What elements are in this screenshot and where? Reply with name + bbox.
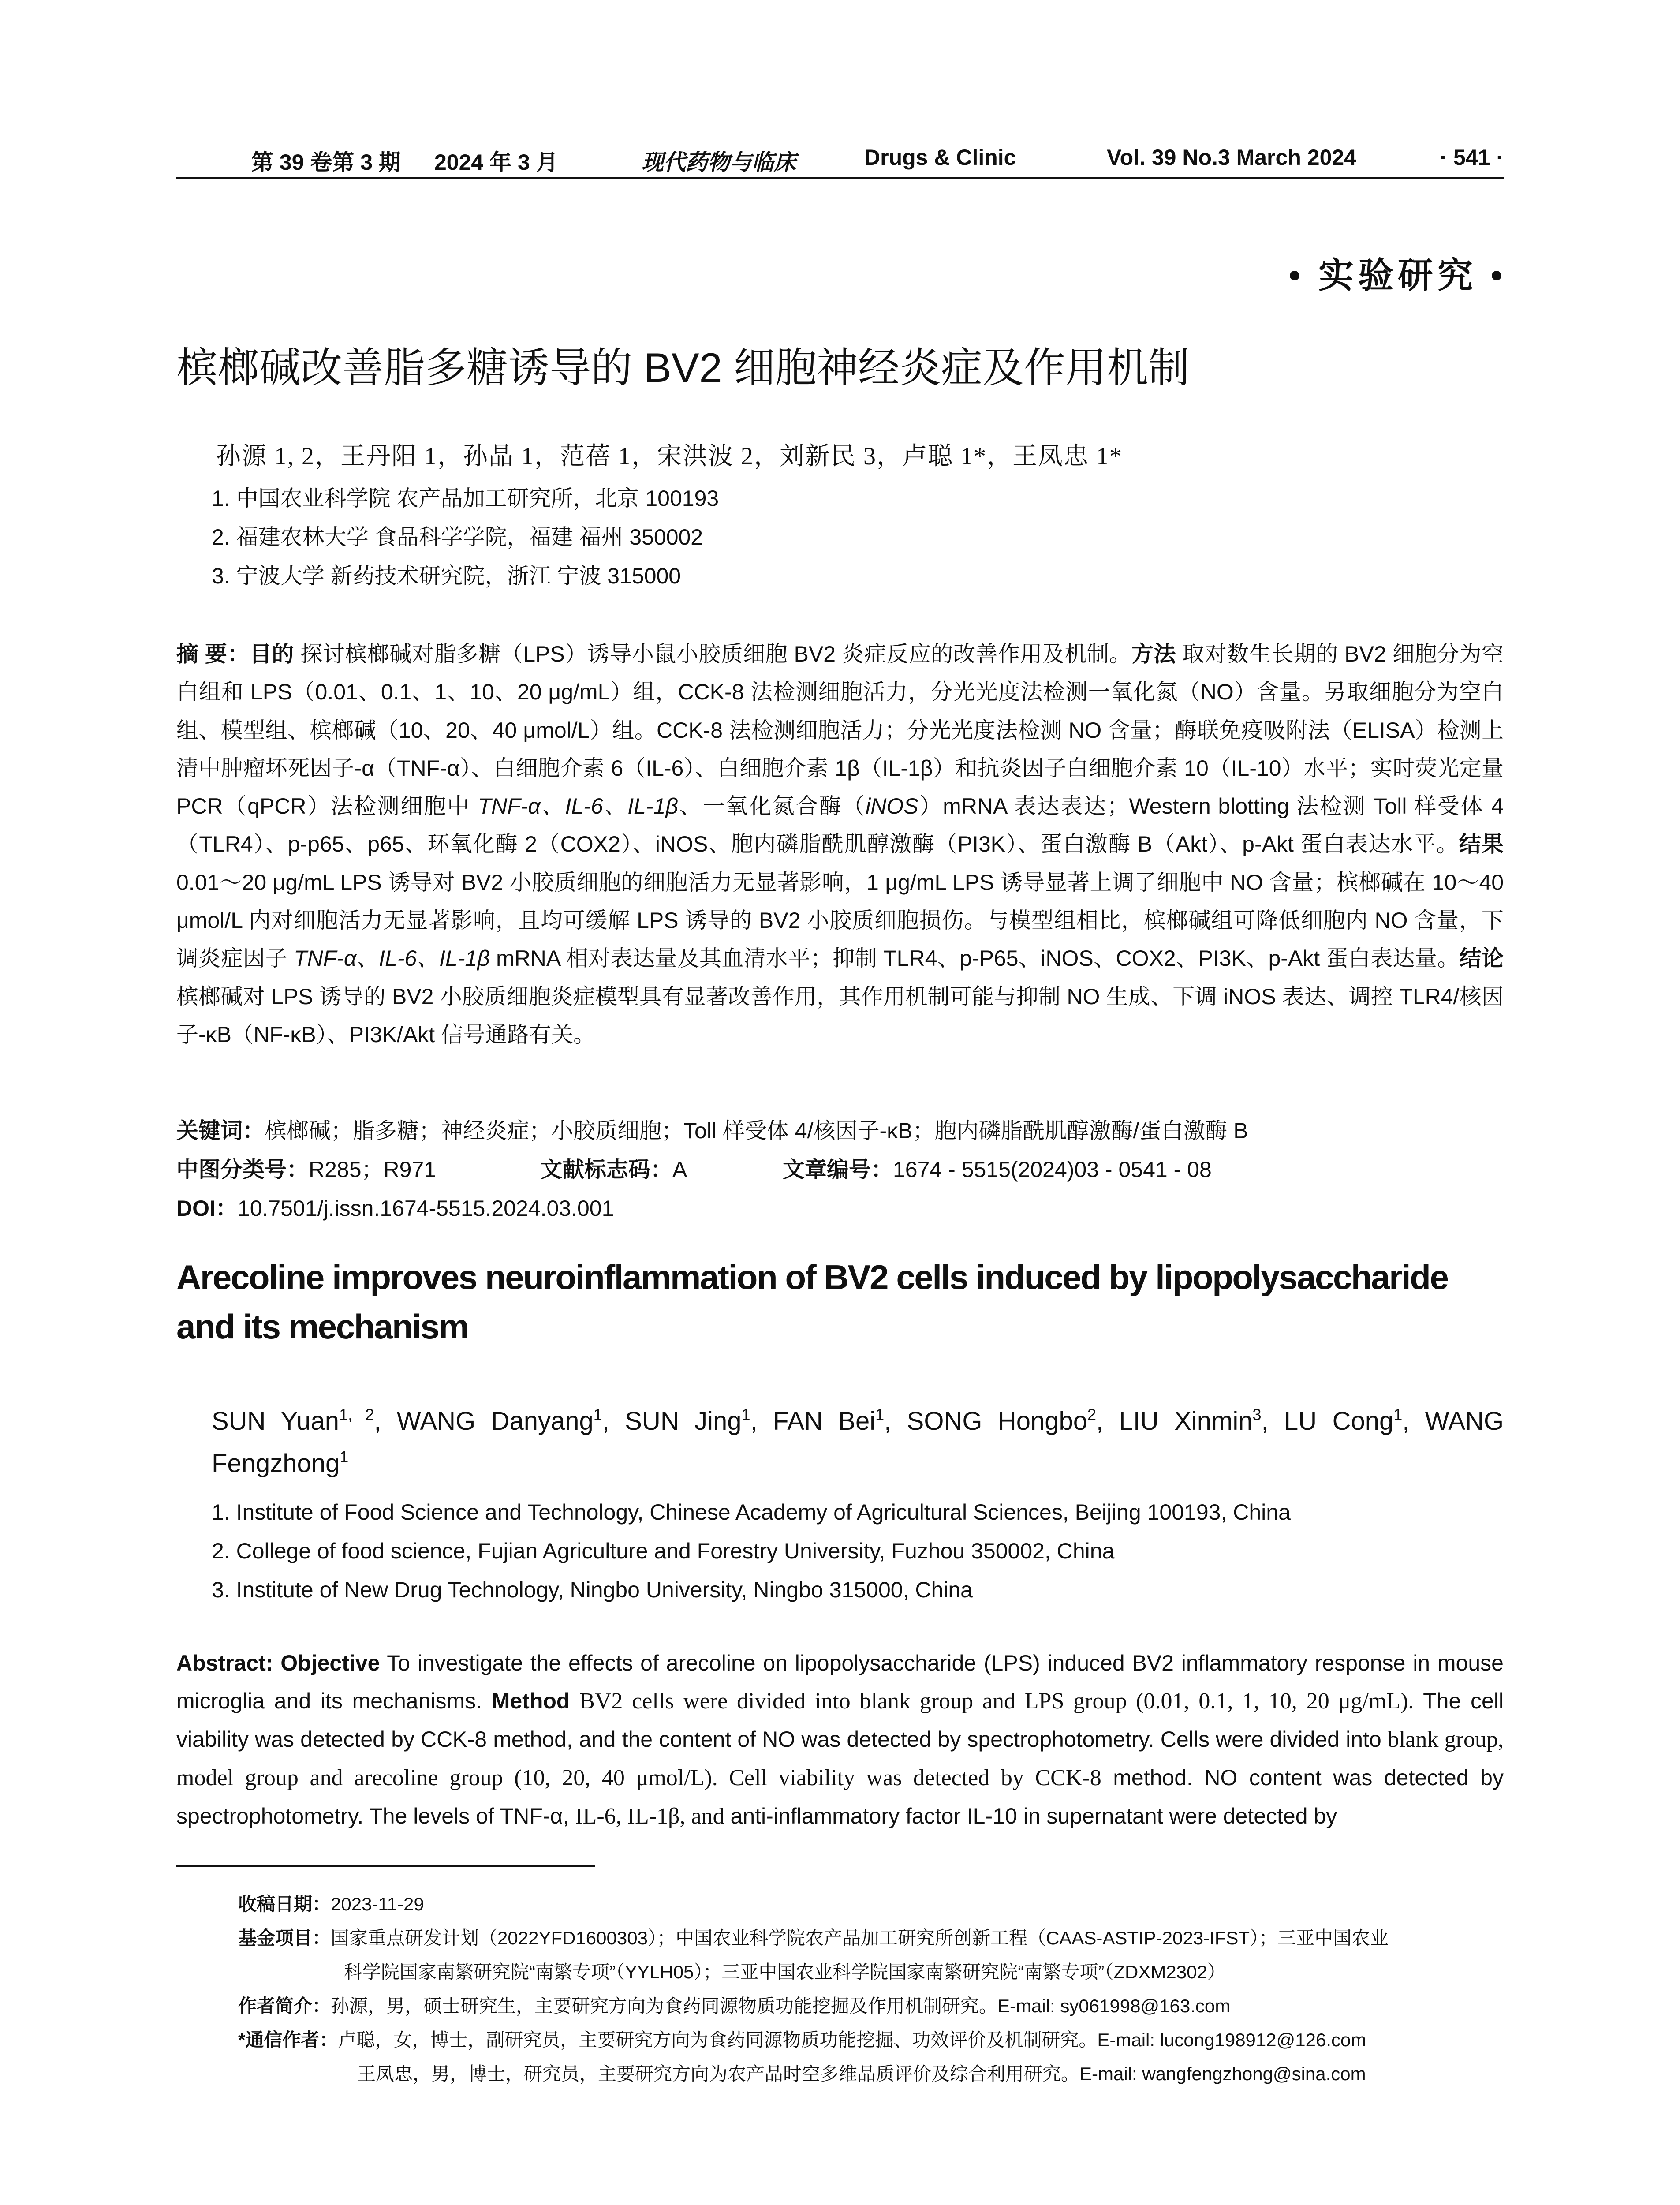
method-en-e: IL-6, IL-1β, and xyxy=(575,1804,724,1829)
result-cn-2: mRNA 相对表达量及其血清水平；抑制 TLR4、p-P65、iNOS、COX2、PI3K、p-Akt 蛋白表达量。 xyxy=(489,946,1460,971)
author-bio-label: 作者简介： xyxy=(238,1996,331,2016)
section-label: • 实验研究 • xyxy=(1288,257,1507,295)
footnote-rule xyxy=(176,1865,595,1867)
fund-text-1: 国家重点研发计划（2022YFD1600303）；中国农业科学院农产品加工研究所创新工程（CAAS-ASTIP-2023-IFST）；三亚中国农业 xyxy=(331,1928,1389,1948)
author-en-1: SUN Yuan$^{1, 2}$, xyxy=(212,1405,397,1435)
method-en-f: anti-inflammatory factor IL-10 in supernatant were detected by xyxy=(730,1804,1337,1828)
page-number: · 541 · xyxy=(1440,145,1504,170)
doc-value: A xyxy=(672,1157,687,1182)
fund-line-1 xyxy=(238,1924,1389,1950)
fund-label: 基金项目： xyxy=(238,1928,331,1948)
clc-value: R285；R971 xyxy=(309,1157,437,1182)
author-en-7: LU Cong$^1$, xyxy=(1284,1405,1425,1435)
title-cn: 槟榔碱改善脂多糖诱导的 BV2 细胞神经炎症及作用机制 xyxy=(176,344,1190,391)
affiliation-en-3: 3. Institute of New Drug Technology, Ningbo University, Ningbo 315000, China xyxy=(212,1577,973,1602)
keywords-cn xyxy=(176,1113,1248,1145)
author-en-2: WANG Danyang$^1$, xyxy=(396,1405,625,1435)
conclusion-cn: 槟榔碱对 LPS 诱导的 BV2 小胶质细胞炎症模型具有显著改善作用，其作用机制可能与抑制 NO 生成、下调 iNOS 表达、调控 TLR4/核因子-κB（NF-κB）、PI3K/Akt 信号通路有关。 xyxy=(176,984,1504,1047)
authors-cn: 孙源 1, 2，王丹阳 1，孙晶 1，范蓓 1，宋洪波 2，刘新民 3，卢聪 1*，王凤忠 1* xyxy=(216,443,1123,470)
doi-value: 10.7501/j.issn.1674-5515.2024.03.001 xyxy=(237,1196,614,1221)
objective-label-cn: 目的 xyxy=(249,642,294,666)
affiliation-en-1: 1. Institute of Food Science and Technology, Chinese Academy of Agricultural Sciences, Beijing 100193, China xyxy=(212,1500,1291,1525)
author-bio xyxy=(238,1992,1230,2018)
method-inos-cn: iNOS xyxy=(866,794,918,819)
corresponding-author-1 xyxy=(238,2026,1366,2052)
method-en-b: The cell viability was detected by CCK-8 method, and the content of NO was detected by spectrophotometry. Cells were divided into xyxy=(176,1689,1504,1752)
affiliation-en-2: 2. College of food science, Fujian Agriculture and Forestry University, Fuzhou 350002, China xyxy=(212,1539,1115,1563)
classification-line xyxy=(176,1152,436,1184)
volume-en: Vol. 39 No.3 March 2024 xyxy=(1107,145,1356,170)
clc-label: 中图分类号： xyxy=(176,1157,309,1182)
method-cn-3: ）mRNA 表达表达；Western blotting 法检测 Toll 样受体 4（TLR4）、p-p65、p65、环氧化酶 2（COX2）、iNOS、胞内磷脂酰肌醇激酶（PI3K）、蛋白激酶 B（Akt）、p-Akt 蛋白表达水平。 xyxy=(176,794,1504,857)
fund-line-2: 科学院国家南繁研究院“南繁专项”（YYLH05）；三亚中国农业科学院国家南繁研究院“南繁专项”（ZDXM2302） xyxy=(344,1962,1226,1982)
affiliation-cn-2: 2. 福建农林大学 食品科学学院，福建 福州 350002 xyxy=(212,525,703,549)
doc-label: 文献标志码： xyxy=(540,1157,672,1182)
abstract-cn-label: 摘 要： xyxy=(176,642,250,666)
doi-line xyxy=(176,1191,614,1222)
authors-en xyxy=(212,1400,1504,1485)
journal-name-en: Drugs & Clinic xyxy=(864,145,1016,170)
method-en-d: method. NO content was detected by spectrophotometry. The levels of TNF-α, xyxy=(176,1765,1504,1828)
article-number xyxy=(783,1152,1212,1184)
author-en-3: SUN Jing$^1$, xyxy=(625,1405,773,1435)
abstract-en-label: Abstract: Objective xyxy=(176,1651,380,1675)
doc-code xyxy=(540,1152,687,1184)
corresponding-author-2: 王凤忠，男，博士，研究员，主要研究方向为农产品时空多维品质评价及综合利用研究。E-mail: wangfengzhong@sina.com xyxy=(357,2063,1366,2084)
article-value: 1674 - 5515(2024)03 - 0541 - 08 xyxy=(893,1157,1212,1182)
keywords-text: 槟榔碱；脂多糖；神经炎症；小胶质细胞；Toll 样受体 4/核因子-κB；胞内磷脂酰肌醇激酶/蛋白激酶 B xyxy=(265,1118,1248,1143)
received-label: 收稿日期： xyxy=(238,1894,331,1914)
method-label-en: Method xyxy=(491,1689,570,1713)
result-genes-cn: TNF-α、IL-6、IL-1β xyxy=(294,946,490,971)
received-date xyxy=(238,1890,424,1916)
author-en-5: SONG Hongbo$^2$, xyxy=(907,1405,1119,1435)
method-label-cn: 方法 xyxy=(1131,642,1176,666)
author-en-4: FAN Bei$^1$, xyxy=(773,1405,907,1435)
author-en-6: LIU Xinmin$^3$, xyxy=(1119,1405,1284,1435)
received-value: 2023-11-29 xyxy=(331,1894,424,1914)
method-en-a: BV2 cells were divided into blank group and LPS group (0.01, 0.1, 1, 10, 20 μg/mL). xyxy=(579,1689,1414,1714)
result-cn-1: 0.01～20 μg/mL LPS 诱导对 BV2 小胶质细胞的细胞活力无显著影响，1 μg/mL LPS 诱导显著上调了细胞中 NO 含量；槟榔碱在 10～40 μmol/L 内对细胞活力无显著影响，且均可缓解 LPS 诱导的 BV2 小胶质细胞损伤。与模型组相比，槟榔碱组可降低细胞内 NO 含量，下调炎症因子 xyxy=(176,870,1504,971)
corresponding-label: *通信作者： xyxy=(238,2029,338,2050)
doi-label: DOI： xyxy=(176,1196,238,1221)
author-bio-text: 孙源，男，硕士研究生，主要研究方向为食药同源物质功能挖掘及作用机制研究。E-mail: sy061998@163.com xyxy=(331,1996,1231,2016)
header-rule xyxy=(176,177,1504,179)
result-label-cn: 结果 xyxy=(1459,832,1504,857)
author-en-8: WANG Fengzhong$^1$ xyxy=(212,1407,1504,1478)
objective-en: To investigate the effects of arecoline on lipopolysaccharide (LPS) induced BV2 inflammatory response in mouse microglia and its mechanisms. xyxy=(176,1651,1504,1713)
method-cn-1: 取对数生长期的 BV2 细胞分为空白组和 LPS（0.01、0.1、1、10、20 μg/mL）组，CCK-8 法检测细胞活力，分光光度法检测一氧化氮（NO）含量。另取细胞分为空白组、模型组、槟榔碱（10、20、40 μmol/L）组。CCK-8 法检测细胞活力；分光光度法检测 NO 含量；酶联免疫吸附法（ELISA）检测上清中肿瘤坏死因子-α（TNF-α）、白细胞介素 6（IL-6）、白细胞介素 1β（IL-1β）和抗炎因子白细胞介素 10（IL-10）水平；实时荧光定量 PCR（qPCR）法检测细胞中 xyxy=(176,642,1504,819)
corresponding-text-1: 卢聪，女，博士，副研究员，主要研究方向为食药同源物质功能挖掘、功效评价及机制研究。E-mail: lucong198912@126.com xyxy=(338,2029,1366,2050)
title-en: Arecoline improves neuroinflammation of BV2 cells induced by lipopolysaccharide and its mechanism xyxy=(176,1258,1448,1346)
conclusion-label-cn: 结论 xyxy=(1459,946,1504,971)
affiliation-cn-1: 1. 中国农业科学院 农产品加工研究所，北京 100193 xyxy=(212,486,719,511)
abstract-cn xyxy=(176,635,1504,1054)
journal-name-cn: 现代药物与临床 xyxy=(642,150,796,175)
affiliation-cn-3: 3. 宁波大学 新药技术研究院，浙江 宁波 315000 xyxy=(212,564,681,588)
article-label: 文章编号： xyxy=(783,1157,893,1182)
objective-cn: 探讨槟榔碱对脂多糖（LPS）诱导小鼠小胶质细胞 BV2 炎症反应的改善作用及机制。 xyxy=(300,642,1131,666)
volume-issue: 第 39 卷第 3 期 xyxy=(251,150,401,175)
method-en-c: blank group, model group and arecoline group (10, 20, 40 μmol/L). Cell viability was detected by CCK-8 xyxy=(176,1727,1504,1790)
keywords-label: 关键词： xyxy=(176,1118,265,1143)
issue-date: 2024 年 3 月 xyxy=(434,150,558,175)
method-cn-2: 、一氧化氮合酶（ xyxy=(678,794,866,819)
abstract-en xyxy=(176,1644,1504,1835)
method-genes-cn: TNF-α、IL-6、IL-1β xyxy=(478,794,678,819)
